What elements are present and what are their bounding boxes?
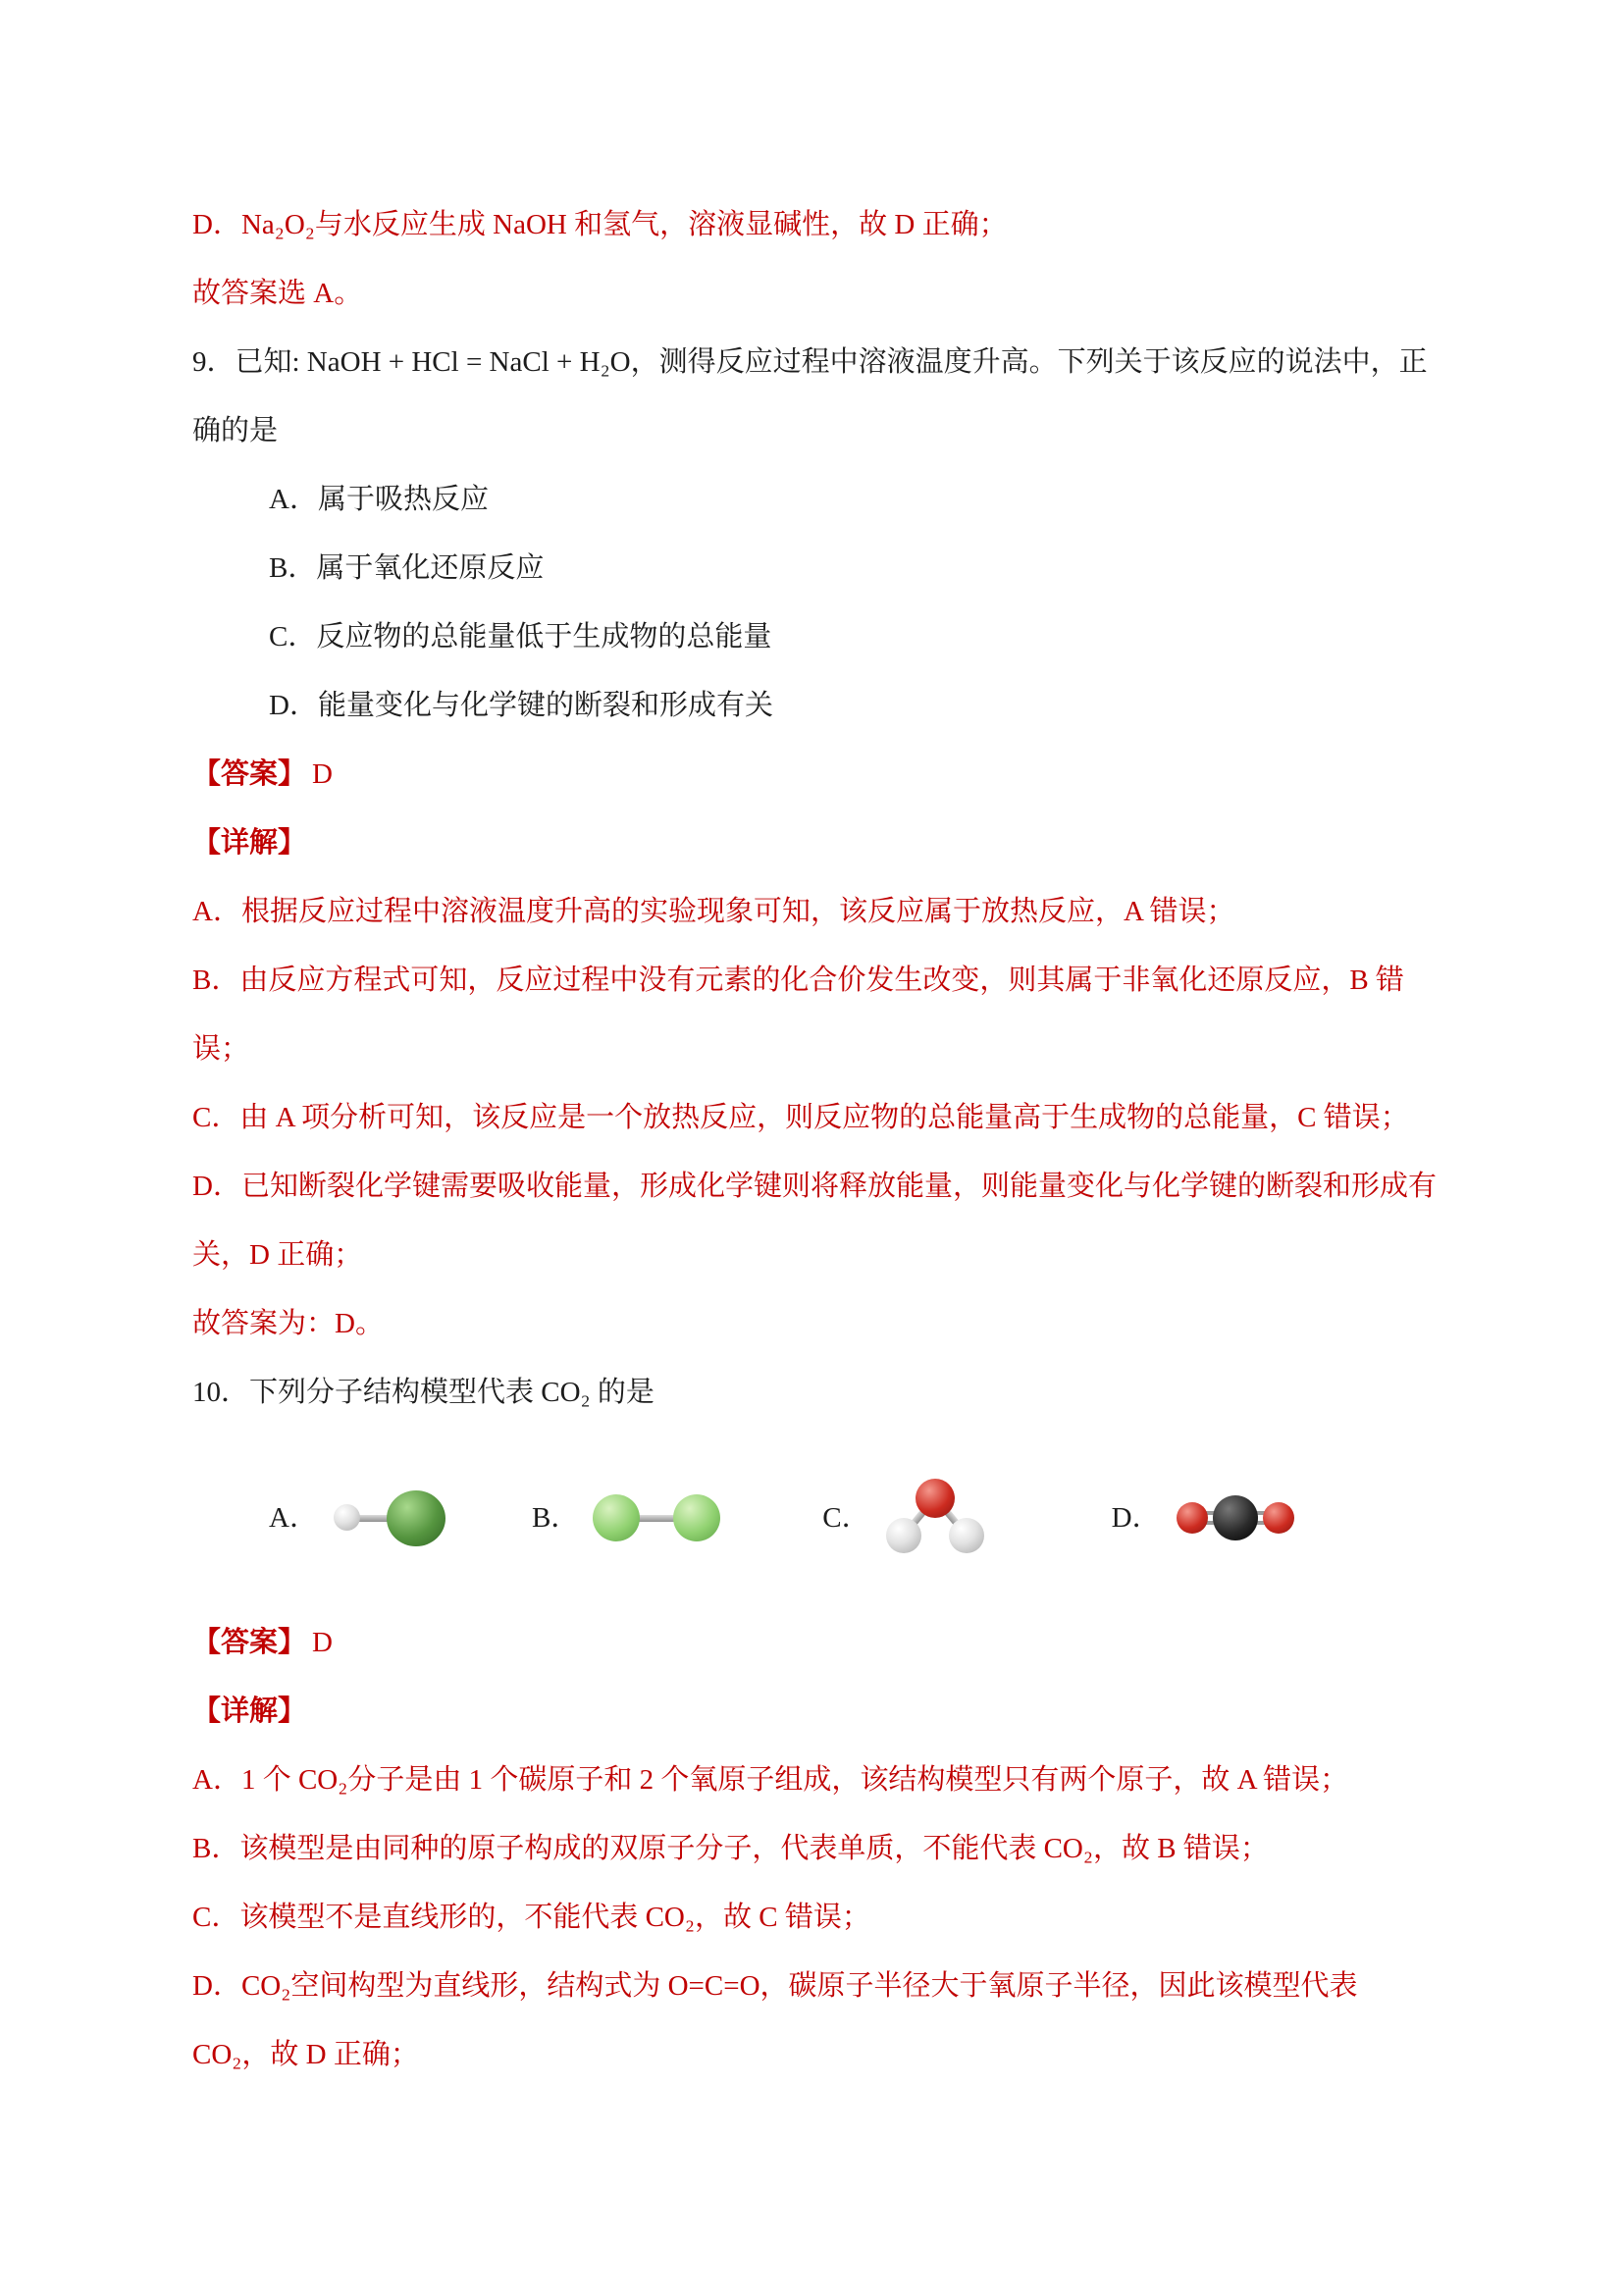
question10-options — [192, 1427, 1439, 1608]
cl2-molecule-model-image — [593, 1487, 720, 1549]
question9-options — [192, 465, 1439, 740]
answer-tag: 【答案】 — [192, 758, 307, 790]
question9-conclusion: 故答案为：D。 — [192, 1308, 384, 1339]
green-atom — [387, 1490, 445, 1546]
question9-option-a: A．属于吸热反应 — [269, 484, 489, 515]
question10-option-c-label: C． — [822, 1501, 870, 1534]
question9-detail-line — [192, 809, 1439, 877]
green-atom — [673, 1494, 720, 1541]
question10-explanation-a: A．1 个 CO₂分子是由 1 个碳原子和 2 个氧原子组成，该结构模型只有两个原子，故 A 错误； — [192, 1764, 1349, 1796]
question9-answer-line — [192, 740, 1439, 809]
question10-option-d — [1112, 1484, 1296, 1552]
question10-answer-value: D — [312, 1627, 333, 1658]
question9-explanation-a: A．根据反应过程中溶液温度升高的实验现象可知，该反应属于放热反应，A 错误； — [192, 896, 1235, 927]
white-atom — [886, 1518, 921, 1553]
question9-answer-value: D — [312, 758, 333, 790]
question10-option-d-label: D． — [1111, 1501, 1161, 1534]
question10-explanation-c: C．该模型不是直线形的，不能代表 CO₂，故 C 错误； — [192, 1902, 870, 1933]
prev-answer-conclusion: 故答案选 A。 — [192, 278, 363, 309]
question9-option-d: D．能量变化与化学键的断裂和形成有关 — [269, 690, 773, 721]
question10-explanation-d: D．CO₂空间构型为直线形，结构式为 O=C=O，碳原子半径大于氧原子半径，因此该模型代表 CO₂，故 D 正确； — [192, 1970, 1358, 2070]
question10-option-a — [269, 1483, 447, 1553]
prev-answer-option-d-analysis: D．Na₂O₂与水反应生成 NaOH 和氢气，溶液显碱性，故 D 正确； — [192, 209, 1008, 240]
question10-option-b-label: B． — [531, 1501, 580, 1534]
question9-option-c: C．反应物的总能量低于生成物的总能量 — [269, 621, 772, 652]
h2o-molecule-model-image — [884, 1477, 986, 1559]
white-atom — [334, 1504, 360, 1531]
detail-tag: 【详解】 — [192, 1696, 307, 1727]
question10-option-b — [532, 1484, 720, 1552]
red-atom — [1263, 1502, 1294, 1534]
question10-answer-line — [192, 1608, 1439, 1677]
question9-explanation-b: B．由反应方程式可知，反应过程中没有元素的化合价发生改变，则其属于非氧化还原反应，B 错误； — [192, 965, 1404, 1065]
question9-stem: 9．已知: NaOH + HCl = NaCl + H₂O，测得反应过程中溶液温度升高。下列关于该反应的说法中，正确的是 — [192, 346, 1428, 446]
co2-molecule-model-image — [1175, 1490, 1296, 1545]
green-atom — [593, 1494, 640, 1541]
red-atom — [916, 1479, 955, 1518]
red-atom — [1177, 1502, 1208, 1534]
question9-explanation-c: C．由 A 项分析可知，该反应是一个放热反应，则反应物的总能量高于生成物的总能量，C 错误； — [192, 1102, 1409, 1133]
question9-option-b: B．属于氧化还原反应 — [269, 552, 545, 584]
answer-tag: 【答案】 — [192, 1627, 307, 1658]
hcl-molecule-model-image — [332, 1483, 447, 1553]
white-atom — [949, 1518, 984, 1553]
question10-stem: 10．下列分子结构模型代表 CO₂ 的是 — [192, 1377, 654, 1408]
question10-option-c — [822, 1477, 985, 1559]
detail-tag: 【详解】 — [192, 827, 307, 859]
black-atom — [1213, 1495, 1258, 1540]
question9-explanation-d: D．已知断裂化学键需要吸收能量，形成化学键则将释放能量，则能量变化与化学键的断裂和形成有关，D 正确； — [192, 1171, 1437, 1271]
question10-explanation-b: B．该模型是由同种的原子构成的双原子分子，代表单质，不能代表 CO₂，故 B 错误； — [192, 1833, 1269, 1864]
question10-detail-line — [192, 1677, 1439, 1746]
question10-option-a-label: A． — [269, 1501, 318, 1534]
